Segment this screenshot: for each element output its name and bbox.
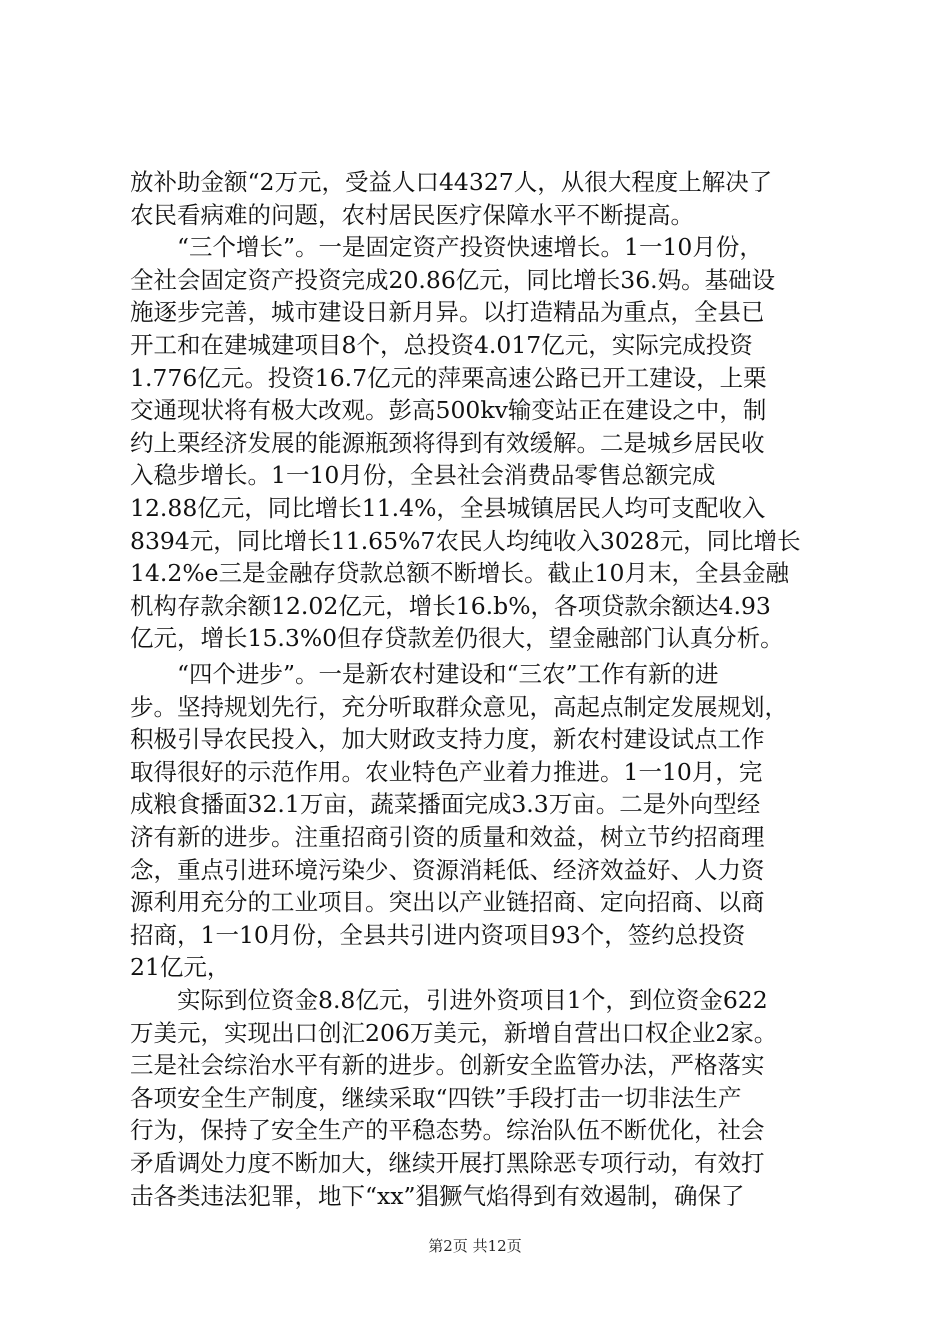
text-line: 1.776亿元。投资16.7亿元的萍栗高速公路已开工建设，上栗	[130, 363, 767, 392]
text-line: 济有新的进步。注重招商引资的质量和效益，树立节约招商理	[130, 822, 765, 851]
text-line: 实际到位资金8.8亿元，引进外资项目1个，到位资金622	[130, 985, 768, 1014]
text-line: “四个进步”。一是新农村建设和“三农”工作有新的进	[130, 660, 719, 688]
text-line: 放补助金额“2万元，受益人口44327人，从很大程度上解决了	[130, 168, 773, 196]
text-line: 入稳步增长。1一10月份，全县社会消费品零售总额完成	[130, 461, 716, 490]
text-line: 成粮食播面32.1万亩，蔬菜播面完成3.3万亩。二是外向型经	[130, 790, 761, 819]
text-line: 开工和在建城建项目8个，总投资4.017亿元，实际完成投资	[130, 330, 753, 359]
text-line: 12.88亿元，同比增长11.4%，全县城镇居民人均可支配收入	[130, 493, 766, 522]
text-line: 击各类违法犯罪，地下“xx”猖獗气焰得到有效遏制，确保了	[130, 1181, 745, 1210]
text-line: “三个增长”。一是固定资产投资快速增长。1一10月份，	[130, 233, 763, 262]
text-line: 各项安全生产制度，继续采取“四铁”手段打击一切非法生产	[130, 1083, 742, 1112]
text-line: 念，重点引进环境污染少、资源消耗低、经济效益好、人力资	[130, 855, 765, 884]
text-line: 源利用充分的工业项目。突出以产业链招商、定向招商、以商	[130, 888, 765, 917]
text-line: 万美元，实现出口创汇206万美元，新增自营出口权企业2家。	[130, 1018, 778, 1047]
text-line: 14.2%e三是金融存贷款总额不断增长。截止10月末，全县金融	[130, 559, 789, 588]
body-text-block-2	[130, 658, 830, 1212]
text-line: 步。坚持规划先行，充分听取群众意见，高起点制定发展规划，	[130, 692, 788, 721]
text-line: 21亿元，	[130, 953, 231, 982]
text-line: 约上栗经济发展的能源瓶颈将得到有效缓解。二是城乡居民收	[130, 428, 765, 457]
text-line: 亿元，增长15.3%0但存贷款差仍很大，望金融部门认真分析。	[130, 624, 784, 653]
text-line: 积极引导农民投入，加大财政支持力度，新农村建设试点工作	[130, 725, 765, 754]
text-line: 全社会固定资产投资完成20.86亿元，同比增长36.妈。基础设	[130, 265, 776, 294]
text-line: 矛盾调处力度不断加大，继续开展打黑除恶专项行动，有效打	[130, 1148, 765, 1177]
text-line: 机构存款余额12.02亿元，增长16.b%，各项贷款余额达4.93	[130, 591, 771, 620]
text-line: 三是社会综治水平有新的进步。创新安全监管办法，严格落实	[130, 1051, 765, 1080]
text-line: 8394元，同比增长11.65%7农民人均纯收入3028元，同比增长	[130, 526, 801, 555]
text-line: 农民看病难的问题，农村居民医疗保障水平不断提高。	[130, 200, 694, 229]
text-line: 取得很好的示范作用。农业特色产业着力推进。1一10月，完	[130, 757, 763, 786]
text-line: 招商，1一10月份，全县共引进内资项目93个，签约总投资	[130, 920, 746, 949]
body-text-block-1	[130, 166, 830, 655]
text-line: 交通现状将有极大改观。彭高500kv输变站正在建设之中，制	[130, 396, 767, 425]
page-number-footer: 第2页 共12页	[428, 1237, 522, 1255]
text-line: 施逐步完善，城市建设日新月异。以打造精品为重点，全县已	[130, 298, 765, 327]
text-line: 行为，保持了安全生产的平稳态势。综治队伍不断优化，社会	[130, 1116, 765, 1145]
